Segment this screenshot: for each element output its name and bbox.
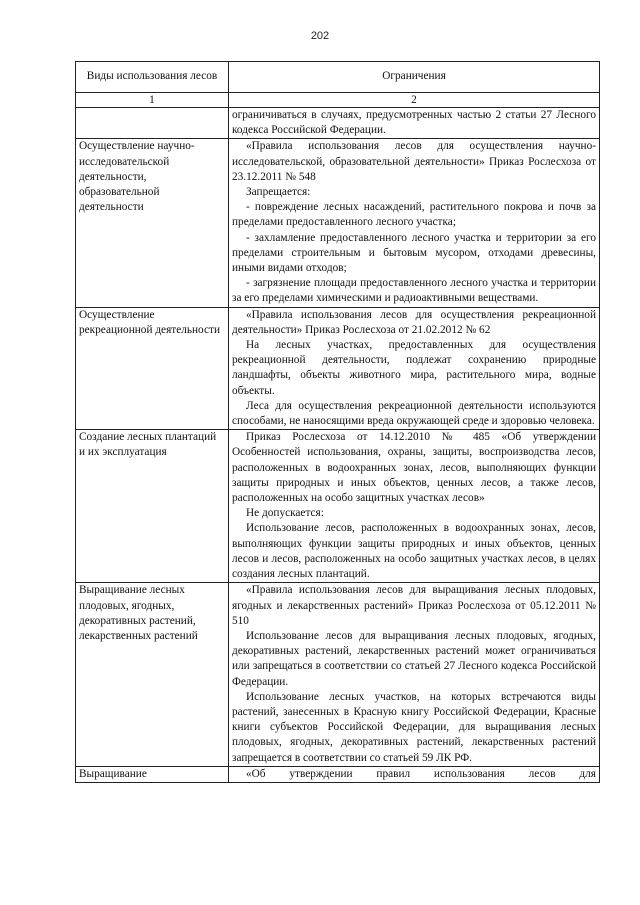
restriction-paragraph: Леса для осуществления рекреационной деятельности используются способами, не наносящими вреда окружающей среде и здоровью человека. — [232, 399, 596, 428]
forest-use-type — [76, 108, 229, 139]
restriction-paragraph: - захламление предоставленного лесного участка и территории за его пределами строительным и бытовым мусором, отходами древесины, иными видами отходов; — [232, 231, 596, 275]
table-row — [76, 766, 600, 782]
restriction-paragraph: «Об утверждении правил использования лесов для — [246, 767, 596, 780]
table-row — [76, 583, 600, 766]
restriction-paragraph: На лесных участках, предоставленных для осуществления рекреационной деятельности, подлежат сохранению природные ландшафты, объекты животного мира, растительного мира, водные объекты. — [232, 339, 596, 397]
restriction-paragraph: Использование лесных участков, на которых встречаются виды растений, занесенных в Красную книгу Российской Федерации, Красные книги субъектов Российской Федерации, для выращивания лесных плодовых, ягодных, декоративных растений, лекарственных растений запрещается в соответствии со статьей 59 ЛК РФ. — [232, 690, 596, 764]
header-forest-use-types: Виды использования лесов — [76, 62, 229, 93]
restriction-paragraph: «Правила использования лесов для выращивания лесных плодовых, ягодных и лекарственных растений» Приказ Рослесхоза от 05.12.2011 № 510 — [232, 584, 596, 627]
restriction-paragraph: Не допускается: — [246, 507, 324, 520]
column-number-row — [76, 93, 600, 108]
forest-use-type: Выращивание — [76, 766, 229, 782]
restriction-paragraph: - загрязнение площади предоставленного лесного участка и территории за его пределами химическими и радиоактивными веществами. — [232, 277, 596, 305]
restriction-paragraph: Использование лесов для выращивания лесных плодовых, ягодных, декоративных растений, лекарственных растений может ограничиваться или запрещаться в соответствии со статьей 27 Лесного кодекса Российской Федерации. — [232, 629, 596, 688]
table-row — [76, 307, 600, 430]
restriction-cell — [229, 766, 600, 782]
column-number-2: 2 — [229, 93, 600, 108]
restriction-paragraph: Использование лесов, расположенных в водоохранных зонах, лесов, выполняющих функции защиты природных и иных объектов, ценных лесов и лесов, расположенных на особо защитных участках лесов, в целях создания лесных плантаций. — [232, 522, 596, 581]
table-row — [76, 108, 600, 139]
restriction-paragraph: «Правила использования лесов для осуществления рекреационной деятельности» Приказ Рослесхоза от 21.02.2012 № 62 — [232, 308, 596, 336]
forest-use-type: Осуществление научно-исследовательской деятельности, образовательной деятельности — [76, 139, 229, 307]
restriction-paragraph: - повреждение лесных насаждений, растительного покрова и почв за пределами предоставленного лесного участка; — [232, 201, 596, 229]
restriction-cell — [229, 139, 600, 307]
forest-use-type: Выращивание лесных плодовых, ягодных, декоративных растений, лекарственных растений — [76, 583, 229, 766]
restriction-cell — [229, 108, 600, 139]
restriction-paragraph: «Правила использования лесов для осуществления научно-исследовательской, образовательной деятельности» Приказ Рослесхоза от 23.12.2011 № 548 — [232, 140, 596, 183]
header-restrictions: Ограничения — [229, 62, 600, 93]
table-header-row — [76, 62, 600, 93]
restriction-paragraph: ограничиваться в случаях, предусмотренных частью 2 статьи 27 Лесного кодекса Российской Федерации. — [232, 109, 596, 137]
column-number-1: 1 — [76, 93, 229, 108]
restriction-paragraph: Приказ Рослесхоза от 14.12.2010 № 485 «Об утверждении Особенностей использования, охраны, защиты, воспроизводства лесов, расположенных в водоохранных зонах, лесов, выполняющих функции защиты природных и иных объектов, ценных лесов, а также лесов, расположенных на особо защитных участках лесов» — [232, 431, 596, 505]
table-row — [76, 139, 600, 307]
restriction-paragraph: Запрещается: — [246, 186, 311, 199]
restriction-cell — [229, 430, 600, 583]
restrictions-table — [75, 61, 600, 783]
page-number: 202 — [310, 30, 330, 42]
forest-use-type: Создание лесных плантаций и их эксплуатация — [76, 430, 229, 583]
restriction-cell — [229, 583, 600, 766]
forest-use-type: Осуществление рекреационной деятельности — [76, 307, 229, 430]
table-row — [76, 430, 600, 583]
restriction-cell — [229, 307, 600, 430]
